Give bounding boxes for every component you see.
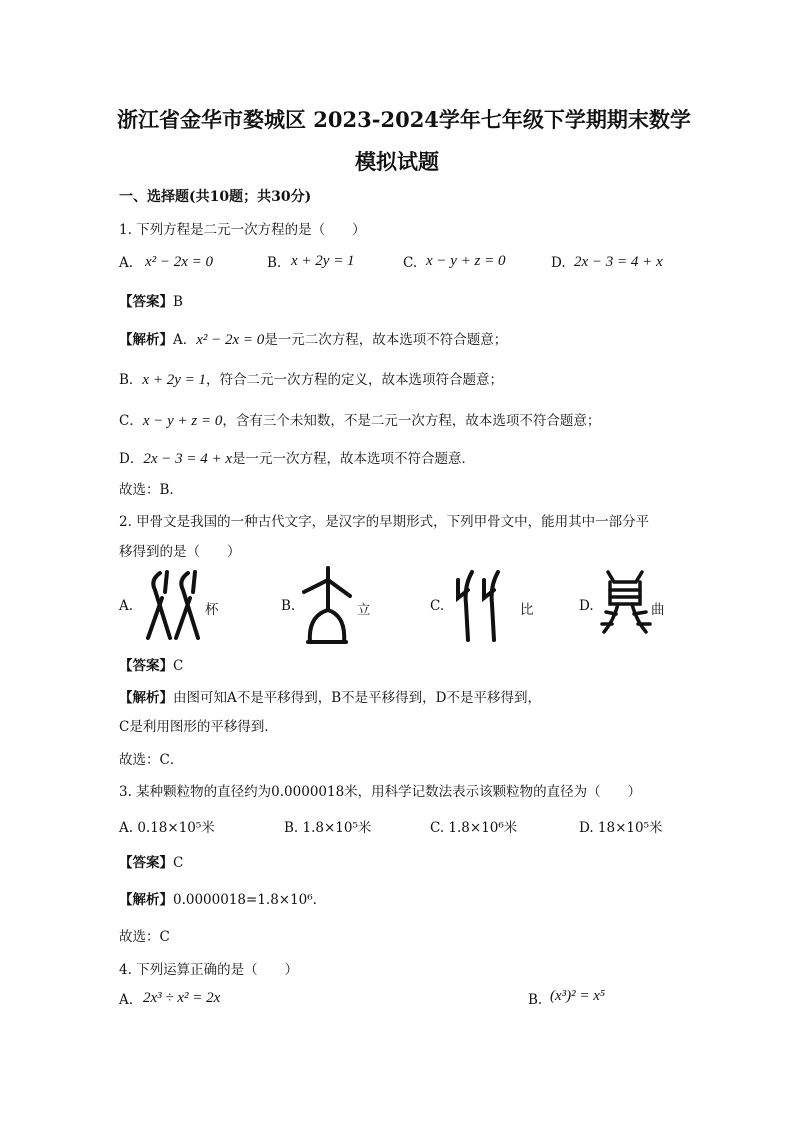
q3-answer: 【答案】C	[119, 855, 184, 871]
q2-option-d-char: 曲	[651, 602, 665, 618]
oracle-bone-li-glyph	[298, 566, 356, 646]
question-2-stem-line2: 移得到的是（ ）	[119, 544, 241, 560]
q1-option-d-expr: 2x − 3 = 4 + x	[574, 254, 663, 270]
q2-option-a-label: A.	[119, 598, 134, 614]
q4-option-b-expr: (x³)² = x⁵	[550, 988, 606, 1004]
q4-option-a-label: A.	[119, 992, 134, 1008]
q1-analysis-d: D．2x − 3 = 4 + x是一元一次方程，故本选项不符合题意．	[119, 451, 476, 467]
q1-analysis-c: C．x − y + z = 0，含有三个未知数，不是二元一次方程，故本选项不符合题意；	[119, 413, 601, 429]
question-1-stem: 1. 下列方程是二元一次方程的是（ ）	[119, 222, 366, 238]
q4-option-a-expr: 2x³ ÷ x² = 2x	[143, 990, 221, 1006]
q1-option-d-label: D.	[551, 255, 566, 271]
q1-option-b-expr: x + 2y = 1	[291, 253, 355, 269]
q1-answer: 【答案】B	[119, 294, 183, 310]
q3-option-b: B. 1.8×10⁵米	[284, 820, 372, 836]
question-4-stem: 4. 下列运算正确的是（ ）	[119, 962, 299, 978]
q2-answer: 【答案】C	[119, 658, 184, 674]
q1-analysis-b: B．x + 2y = 1，符合二元一次方程的定义，故本选项符合题意；	[119, 372, 503, 388]
q1-option-c-expr: x − y + z = 0	[426, 253, 506, 269]
page-title-line2: 模拟试题	[355, 149, 439, 174]
q1-analysis-a: 【解析】A．x² − 2x = 0是一元二次方程，故本选项不符合题意；	[119, 332, 508, 348]
q2-option-c-label: C.	[430, 598, 445, 614]
q1-choose: 故选：B．	[119, 482, 183, 498]
q4-option-b-label: B.	[528, 992, 543, 1008]
q3-option-d: D. 18×10⁵米	[579, 820, 663, 836]
q3-analysis: 【解析】0.0000018=1.8×10⁶.	[119, 892, 317, 908]
question-3-stem: 3. 某种颗粒物的直径约为0.0000018米，用科学记数法表示该颗粒物的直径为（ ）	[119, 784, 642, 800]
question-2-stem-line1: 2. 甲骨文是我国的一种古代文字，是汉字的早期形式，下列甲骨文中，能用其中一部分平	[119, 514, 650, 530]
q2-analysis-line1: 【解析】由图可知A不是平移得到，B不是平移得到，D不是平移得到，	[119, 690, 541, 706]
q1-option-a-expr: x² − 2x = 0	[145, 254, 214, 270]
q2-option-c-char: 比	[520, 602, 534, 618]
oracle-bone-qu-glyph	[598, 568, 654, 644]
q2-choose: 故选：C．	[119, 752, 184, 768]
q3-option-a: A. 0.18×10⁵米	[119, 820, 215, 836]
page-title-line1: 浙江省金华市婺城区 2023-2024学年七年级下学期期末数学	[117, 107, 691, 132]
q1-option-a-label: A.	[119, 255, 134, 271]
q1-option-c-label: C.	[403, 255, 418, 271]
section-heading: 一、选择题(共10题；共30分)	[119, 189, 312, 205]
q3-option-c: C. 1.8×10⁶米	[430, 820, 518, 836]
q2-option-b-char: 立	[357, 602, 371, 618]
oracle-bone-bi-glyph	[450, 568, 508, 644]
q2-option-d-label: D.	[579, 598, 594, 614]
oracle-bone-bei-glyph	[140, 568, 208, 642]
q1-option-b-label: B.	[267, 255, 282, 271]
q3-choose: 故选：C	[119, 929, 170, 945]
q2-analysis-line2: C是利用图形的平移得到．	[119, 719, 278, 735]
q2-option-a-char: 杯	[205, 602, 219, 618]
q2-option-b-label: B.	[281, 598, 296, 614]
